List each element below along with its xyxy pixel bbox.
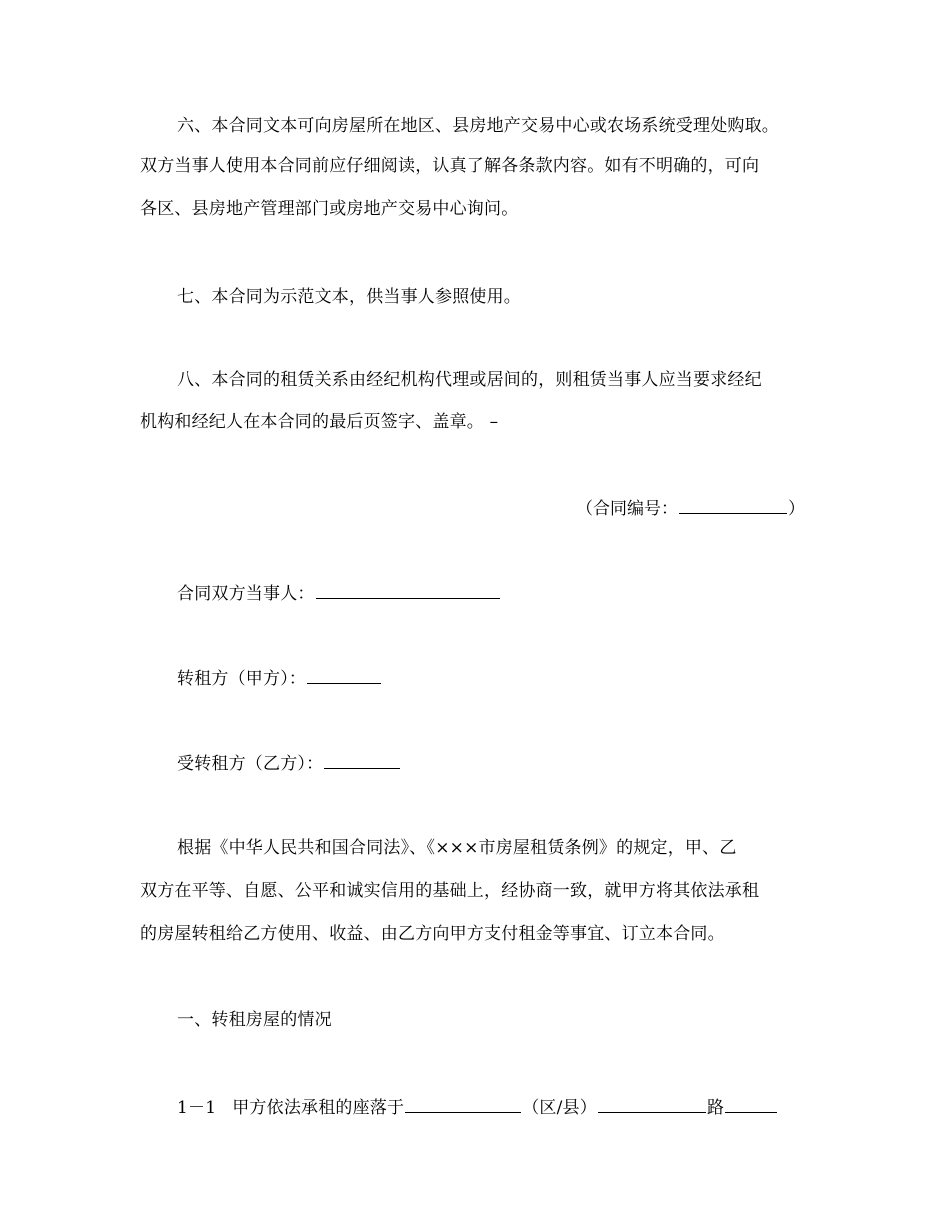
section1-title: 一、转租房屋的情况: [177, 1010, 332, 1030]
district-blank[interactable]: [598, 1096, 706, 1113]
clause-1-1: [177, 1096, 778, 1118]
district-label: （区/县）: [522, 1098, 597, 1118]
preamble-line1: 根据《中华人民共和国合同法》、《×××市房屋租赁条例》的规定，甲、乙: [177, 838, 737, 858]
parties-row: [177, 582, 501, 604]
sublessor-label: 转租方（甲方）：: [177, 669, 307, 689]
sublessor-blank[interactable]: [307, 667, 381, 684]
contract-number-close: ）: [788, 499, 805, 519]
preamble-line3: 的房屋转租给乙方使用、收益、由乙方向甲方支付租金等事宜、订立本合同。: [140, 924, 725, 944]
contract-number-label: （合同编号：: [576, 499, 678, 519]
para6-line3: 各区、县房地产管理部门或房地产交易中心询问。: [140, 199, 519, 219]
para6-line2: 双方当事人使用本合同前应仔细阅读，认真了解各条款内容。如有不明确的，可向: [140, 156, 760, 176]
location-blank[interactable]: [405, 1096, 521, 1113]
contract-number-blank[interactable]: [679, 497, 787, 514]
road-blank[interactable]: [725, 1096, 777, 1113]
parties-label: 合同双方当事人：: [177, 584, 315, 604]
para8-line1: 八、本合同的租赁关系由经纪机构代理或居间的，则租赁当事人应当要求经纪: [177, 370, 762, 390]
sublessee-blank[interactable]: [324, 752, 400, 769]
road-label: 路: [706, 1098, 725, 1118]
sublessee-label: 受转租方（乙方）：: [177, 754, 324, 774]
preamble-line2: 双方在平等、自愿、公平和诚实信用的基础上，经协商一致，就甲方将其依法承租: [140, 881, 760, 901]
para6-line1: 六、本合同文本可向房屋所在地区、县房地产交易中心或农场系统受理处购取。: [177, 116, 779, 136]
para8-line2: 机构和经纪人在本合同的最后页签字、盖章。 –: [140, 412, 499, 432]
sublessee-row: [177, 752, 401, 774]
sublessor-row: [177, 667, 382, 689]
clause-1-1-text: 甲方依法承租的座落于: [232, 1098, 405, 1118]
para7-line1: 七、本合同为示范文本，供当事人参照使用。: [177, 287, 521, 307]
parties-blank[interactable]: [316, 582, 500, 599]
clause-1-1-number: 1－1: [177, 1098, 217, 1118]
contract-number: [576, 497, 805, 519]
